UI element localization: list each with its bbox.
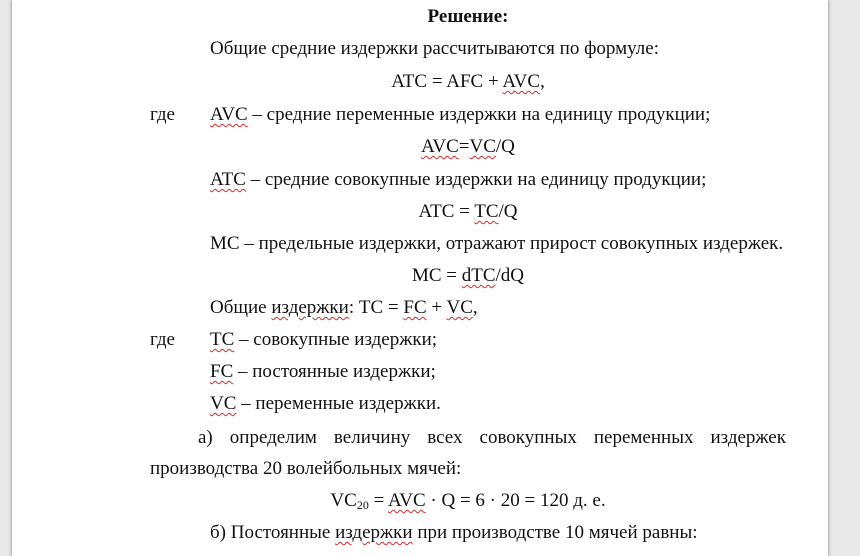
- step-b-tail: при производстве 10 мячей равны:: [412, 522, 698, 543]
- avc-abbr: AVC: [388, 490, 426, 511]
- formula-atc2-tail: /Q: [498, 201, 518, 222]
- step-a-word: издержек: [710, 427, 786, 448]
- step-b-head: б) Постоянные: [210, 522, 336, 543]
- atc-definition: [210, 169, 706, 191]
- avc-abbr: AVC: [421, 136, 459, 157]
- formula-intro: Общие средние издержки рассчитываются по формуле:: [210, 38, 659, 59]
- formula-avc-tail: /Q: [495, 136, 515, 157]
- fc-definition-text: – постоянные издержки;: [233, 361, 436, 382]
- tc-abbr: TC: [474, 201, 499, 222]
- formula-avc-eq: =: [458, 136, 470, 157]
- tc-abbr: TC: [210, 329, 235, 350]
- vc-definition: [210, 393, 441, 415]
- avc-definition-text: – средние переменные издержки на единицу продукции;: [247, 104, 711, 125]
- avc-abbr: AVC: [210, 104, 248, 125]
- where-label-2: где: [150, 329, 175, 350]
- formula-mc-tail: /dQ: [495, 265, 525, 286]
- tc-definition: [210, 329, 437, 351]
- fc-abbr: FC: [403, 297, 427, 318]
- atc-definition-text: – средние совокупные издержки на единицу продукции;: [245, 169, 707, 190]
- costs-word: издержки: [335, 522, 413, 543]
- total-costs-formula: [210, 297, 478, 319]
- atc-abbr: ATC: [391, 71, 428, 92]
- total-costs-tail: ,: [472, 297, 478, 318]
- formula-atc-tc: [150, 201, 786, 223]
- step-b: [210, 522, 698, 544]
- vc-definition-text: – переменные издержки.: [236, 393, 441, 414]
- where-label: где: [150, 104, 175, 125]
- solution-heading: Решение:: [427, 6, 509, 27]
- formula-vc20-eq: =: [368, 490, 388, 511]
- step-a-line2: производства 20 волейбольных мячей:: [150, 458, 462, 479]
- step-a-word: совокупных: [479, 427, 577, 448]
- total-costs-plus: +: [426, 297, 447, 318]
- document-page: [12, 0, 828, 556]
- step-a-word: определим: [229, 427, 317, 448]
- formula-atc-eq: = AFC +: [427, 71, 503, 92]
- vc-abbr: VC: [330, 490, 357, 511]
- formula-mc: [150, 265, 786, 287]
- step-a-word: всех: [427, 427, 463, 448]
- avc-abbr: AVC: [502, 71, 541, 92]
- mc-definition: MC – предельные издержки, отражают прирост совокупных издержек.: [210, 233, 784, 254]
- step-a-line1: [198, 427, 786, 449]
- total-costs-label: Общие: [210, 297, 272, 318]
- step-a-word: переменных: [593, 427, 694, 448]
- vc-abbr: VC: [469, 136, 496, 157]
- costs-word: издержки: [271, 297, 349, 318]
- formula-vc20: [150, 490, 786, 512]
- atc-abbr: ATC: [210, 169, 246, 190]
- vc-abbr: VC: [446, 297, 473, 318]
- vc-subscript: 20: [356, 498, 369, 512]
- formula-atc2-head: ATC =: [418, 201, 475, 222]
- step-a-word: а): [198, 427, 213, 448]
- formula-avc: [150, 136, 786, 158]
- step-a-word: величину: [333, 427, 411, 448]
- tc-definition-text: – совокупные издержки;: [234, 329, 438, 350]
- formula-vc20-rest: · Q = 6 · 20 = 120 д. е.: [425, 490, 606, 511]
- avc-definition: [210, 104, 710, 126]
- formula-mc-head: MC =: [411, 265, 462, 286]
- formula-atc-tail: ,: [540, 71, 545, 92]
- total-costs-mid: : TC =: [348, 297, 404, 318]
- fc-definition: [210, 361, 436, 383]
- fc-abbr: FC: [210, 361, 234, 382]
- formula-atc: [150, 71, 786, 93]
- dtc-abbr: dTC: [461, 265, 496, 286]
- vc-abbr: VC: [210, 393, 237, 414]
